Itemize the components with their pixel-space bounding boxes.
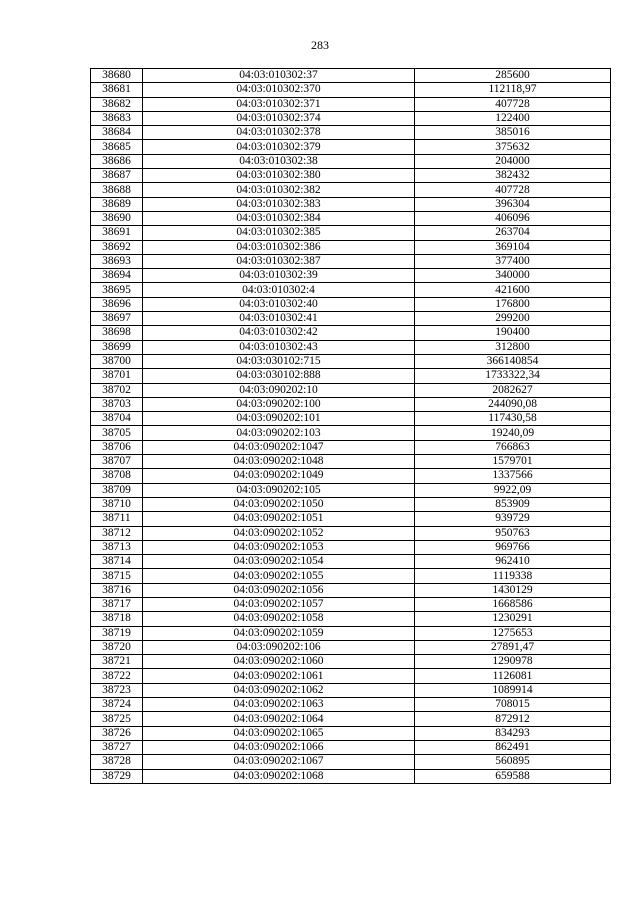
row-number-cell: 38714 xyxy=(91,555,143,569)
value-cell: 369104 xyxy=(415,240,611,254)
cadastral-number-cell: 04:03:090202:1051 xyxy=(143,512,415,526)
row-number-cell: 38723 xyxy=(91,683,143,697)
row-number-cell: 38709 xyxy=(91,483,143,497)
table-body xyxy=(91,69,611,784)
cadastral-number-cell: 04:03:090202:1062 xyxy=(143,683,415,697)
row-number-cell: 38697 xyxy=(91,312,143,326)
table-row xyxy=(91,140,611,154)
value-cell: 122400 xyxy=(415,111,611,125)
row-number-cell: 38686 xyxy=(91,154,143,168)
table-row xyxy=(91,640,611,654)
row-number-cell: 38724 xyxy=(91,698,143,712)
value-cell: 204000 xyxy=(415,154,611,168)
table-row xyxy=(91,469,611,483)
value-cell: 377400 xyxy=(415,254,611,268)
cadastral-number-cell: 04:03:090202:1068 xyxy=(143,769,415,783)
row-number-cell: 38688 xyxy=(91,183,143,197)
table-row xyxy=(91,183,611,197)
cadastral-number-cell: 04:03:010302:42 xyxy=(143,326,415,340)
value-cell: 1089914 xyxy=(415,683,611,697)
value-cell: 366140854 xyxy=(415,354,611,368)
row-number-cell: 38721 xyxy=(91,655,143,669)
table-row xyxy=(91,240,611,254)
table-row xyxy=(91,383,611,397)
data-table xyxy=(90,68,611,784)
row-number-cell: 38727 xyxy=(91,740,143,754)
cadastral-number-cell: 04:03:010302:378 xyxy=(143,126,415,140)
row-number-cell: 38684 xyxy=(91,126,143,140)
table-row xyxy=(91,483,611,497)
row-number-cell: 38683 xyxy=(91,111,143,125)
cadastral-number-cell: 04:03:090202:1049 xyxy=(143,469,415,483)
table-row xyxy=(91,97,611,111)
value-cell: 396304 xyxy=(415,197,611,211)
cadastral-number-cell: 04:03:090202:1050 xyxy=(143,497,415,511)
value-cell: 1430129 xyxy=(415,583,611,597)
value-cell: 340000 xyxy=(415,269,611,283)
cadastral-number-cell: 04:03:010302:387 xyxy=(143,254,415,268)
table-row xyxy=(91,169,611,183)
cadastral-number-cell: 04:03:090202:10 xyxy=(143,383,415,397)
table-row xyxy=(91,626,611,640)
value-cell: 1733322,34 xyxy=(415,369,611,383)
table-row xyxy=(91,83,611,97)
table-row xyxy=(91,540,611,554)
cadastral-number-cell: 04:03:090202:1058 xyxy=(143,612,415,626)
table-row xyxy=(91,440,611,454)
cadastral-number-cell: 04:03:010302:382 xyxy=(143,183,415,197)
cadastral-number-cell: 04:03:090202:1056 xyxy=(143,583,415,597)
value-cell: 872912 xyxy=(415,712,611,726)
table-row xyxy=(91,126,611,140)
value-cell: 708015 xyxy=(415,698,611,712)
value-cell: 1230291 xyxy=(415,612,611,626)
value-cell: 969766 xyxy=(415,540,611,554)
value-cell: 407728 xyxy=(415,183,611,197)
value-cell: 659588 xyxy=(415,769,611,783)
value-cell: 407728 xyxy=(415,97,611,111)
row-number-cell: 38713 xyxy=(91,540,143,554)
table-row xyxy=(91,712,611,726)
cadastral-number-cell: 04:03:090202:1063 xyxy=(143,698,415,712)
value-cell: 560895 xyxy=(415,755,611,769)
table-row xyxy=(91,326,611,340)
cadastral-number-cell: 04:03:090202:1053 xyxy=(143,540,415,554)
table-row xyxy=(91,412,611,426)
row-number-cell: 38703 xyxy=(91,397,143,411)
value-cell: 375632 xyxy=(415,140,611,154)
row-number-cell: 38705 xyxy=(91,426,143,440)
table-row xyxy=(91,455,611,469)
cadastral-number-cell: 04:03:010302:384 xyxy=(143,211,415,225)
table-row xyxy=(91,655,611,669)
row-number-cell: 38690 xyxy=(91,211,143,225)
table-row xyxy=(91,726,611,740)
table-row xyxy=(91,111,611,125)
value-cell: 766863 xyxy=(415,440,611,454)
value-cell: 299200 xyxy=(415,312,611,326)
row-number-cell: 38728 xyxy=(91,755,143,769)
cadastral-number-cell: 04:03:010302:41 xyxy=(143,312,415,326)
table-row xyxy=(91,312,611,326)
cadastral-number-cell: 04:03:090202:1052 xyxy=(143,526,415,540)
table-row xyxy=(91,569,611,583)
value-cell: 1668586 xyxy=(415,597,611,611)
value-cell: 1119338 xyxy=(415,569,611,583)
row-number-cell: 38682 xyxy=(91,97,143,111)
cadastral-number-cell: 04:03:010302:40 xyxy=(143,297,415,311)
cadastral-number-cell: 04:03:010302:4 xyxy=(143,283,415,297)
table-row xyxy=(91,283,611,297)
value-cell: 1579701 xyxy=(415,455,611,469)
cadastral-number-cell: 04:03:030102:715 xyxy=(143,354,415,368)
table-row xyxy=(91,426,611,440)
table-row xyxy=(91,512,611,526)
cadastral-number-cell: 04:03:090202:101 xyxy=(143,412,415,426)
row-number-cell: 38702 xyxy=(91,383,143,397)
value-cell: 112118,97 xyxy=(415,83,611,97)
value-cell: 190400 xyxy=(415,326,611,340)
table-row xyxy=(91,226,611,240)
cadastral-number-cell: 04:03:090202:1055 xyxy=(143,569,415,583)
row-number-cell: 38687 xyxy=(91,169,143,183)
cadastral-number-cell: 04:03:010302:379 xyxy=(143,140,415,154)
cadastral-number-cell: 04:03:090202:1054 xyxy=(143,555,415,569)
cadastral-number-cell: 04:03:090202:1066 xyxy=(143,740,415,754)
cadastral-number-cell: 04:03:090202:1061 xyxy=(143,669,415,683)
value-cell: 117430,58 xyxy=(415,412,611,426)
table-row xyxy=(91,669,611,683)
table-row xyxy=(91,583,611,597)
value-cell: 1275653 xyxy=(415,626,611,640)
table-row xyxy=(91,69,611,83)
cadastral-number-cell: 04:03:090202:1064 xyxy=(143,712,415,726)
cadastral-number-cell: 04:03:090202:106 xyxy=(143,640,415,654)
row-number-cell: 38695 xyxy=(91,283,143,297)
row-number-cell: 38700 xyxy=(91,354,143,368)
table-row xyxy=(91,154,611,168)
value-cell: 382432 xyxy=(415,169,611,183)
table-row xyxy=(91,254,611,268)
table-row xyxy=(91,297,611,311)
row-number-cell: 38680 xyxy=(91,69,143,83)
cadastral-number-cell: 04:03:010302:39 xyxy=(143,269,415,283)
value-cell: 950763 xyxy=(415,526,611,540)
table-row xyxy=(91,683,611,697)
value-cell: 285600 xyxy=(415,69,611,83)
row-number-cell: 38701 xyxy=(91,369,143,383)
cadastral-number-cell: 04:03:010302:385 xyxy=(143,226,415,240)
row-number-cell: 38715 xyxy=(91,569,143,583)
row-number-cell: 38699 xyxy=(91,340,143,354)
value-cell: 1290978 xyxy=(415,655,611,669)
row-number-cell: 38707 xyxy=(91,455,143,469)
table-row xyxy=(91,769,611,783)
cadastral-number-cell: 04:03:010302:374 xyxy=(143,111,415,125)
row-number-cell: 38725 xyxy=(91,712,143,726)
value-cell: 1337566 xyxy=(415,469,611,483)
table-row xyxy=(91,197,611,211)
cadastral-number-cell: 04:03:090202:1067 xyxy=(143,755,415,769)
row-number-cell: 38711 xyxy=(91,512,143,526)
table-row xyxy=(91,269,611,283)
table-row xyxy=(91,555,611,569)
cadastral-number-cell: 04:03:010302:38 xyxy=(143,154,415,168)
row-number-cell: 38704 xyxy=(91,412,143,426)
cadastral-number-cell: 04:03:010302:371 xyxy=(143,97,415,111)
cadastral-number-cell: 04:03:010302:370 xyxy=(143,83,415,97)
value-cell: 2082627 xyxy=(415,383,611,397)
table-row xyxy=(91,597,611,611)
table-row xyxy=(91,755,611,769)
cadastral-number-cell: 04:03:010302:43 xyxy=(143,340,415,354)
row-number-cell: 38689 xyxy=(91,197,143,211)
cadastral-number-cell: 04:03:090202:1048 xyxy=(143,455,415,469)
value-cell: 244090,08 xyxy=(415,397,611,411)
row-number-cell: 38729 xyxy=(91,769,143,783)
page-number: 283 xyxy=(311,38,329,52)
table-row xyxy=(91,612,611,626)
row-number-cell: 38717 xyxy=(91,597,143,611)
value-cell: 1126081 xyxy=(415,669,611,683)
cadastral-number-cell: 04:03:090202:1047 xyxy=(143,440,415,454)
value-cell: 939729 xyxy=(415,512,611,526)
cadastral-number-cell: 04:03:030102:888 xyxy=(143,369,415,383)
row-number-cell: 38681 xyxy=(91,83,143,97)
value-cell: 406096 xyxy=(415,211,611,225)
cadastral-number-cell: 04:03:090202:1059 xyxy=(143,626,415,640)
row-number-cell: 38694 xyxy=(91,269,143,283)
value-cell: 9922,09 xyxy=(415,483,611,497)
table-row xyxy=(91,397,611,411)
table-row xyxy=(91,340,611,354)
row-number-cell: 38716 xyxy=(91,583,143,597)
table-row xyxy=(91,740,611,754)
value-cell: 263704 xyxy=(415,226,611,240)
value-cell: 19240,09 xyxy=(415,426,611,440)
cadastral-number-cell: 04:03:090202:103 xyxy=(143,426,415,440)
value-cell: 853909 xyxy=(415,497,611,511)
cadastral-number-cell: 04:03:010302:386 xyxy=(143,240,415,254)
value-cell: 862491 xyxy=(415,740,611,754)
value-cell: 834293 xyxy=(415,726,611,740)
cadastral-number-cell: 04:03:090202:100 xyxy=(143,397,415,411)
row-number-cell: 38685 xyxy=(91,140,143,154)
cadastral-number-cell: 04:03:090202:1060 xyxy=(143,655,415,669)
row-number-cell: 38718 xyxy=(91,612,143,626)
cadastral-number-cell: 04:03:010302:37 xyxy=(143,69,415,83)
value-cell: 312800 xyxy=(415,340,611,354)
cadastral-number-cell: 04:03:090202:1065 xyxy=(143,726,415,740)
value-cell: 385016 xyxy=(415,126,611,140)
row-number-cell: 38712 xyxy=(91,526,143,540)
row-number-cell: 38708 xyxy=(91,469,143,483)
table-row xyxy=(91,354,611,368)
row-number-cell: 38710 xyxy=(91,497,143,511)
row-number-cell: 38720 xyxy=(91,640,143,654)
row-number-cell: 38726 xyxy=(91,726,143,740)
table-row xyxy=(91,497,611,511)
row-number-cell: 38691 xyxy=(91,226,143,240)
value-cell: 176800 xyxy=(415,297,611,311)
value-cell: 962410 xyxy=(415,555,611,569)
table-row xyxy=(91,369,611,383)
table-row xyxy=(91,698,611,712)
row-number-cell: 38722 xyxy=(91,669,143,683)
row-number-cell: 38696 xyxy=(91,297,143,311)
cadastral-number-cell: 04:03:010302:380 xyxy=(143,169,415,183)
value-cell: 27891,47 xyxy=(415,640,611,654)
cadastral-number-cell: 04:03:010302:383 xyxy=(143,197,415,211)
row-number-cell: 38693 xyxy=(91,254,143,268)
value-cell: 421600 xyxy=(415,283,611,297)
row-number-cell: 38692 xyxy=(91,240,143,254)
table-row xyxy=(91,211,611,225)
table-row xyxy=(91,526,611,540)
cadastral-number-cell: 04:03:090202:105 xyxy=(143,483,415,497)
row-number-cell: 38706 xyxy=(91,440,143,454)
cadastral-number-cell: 04:03:090202:1057 xyxy=(143,597,415,611)
row-number-cell: 38719 xyxy=(91,626,143,640)
row-number-cell: 38698 xyxy=(91,326,143,340)
